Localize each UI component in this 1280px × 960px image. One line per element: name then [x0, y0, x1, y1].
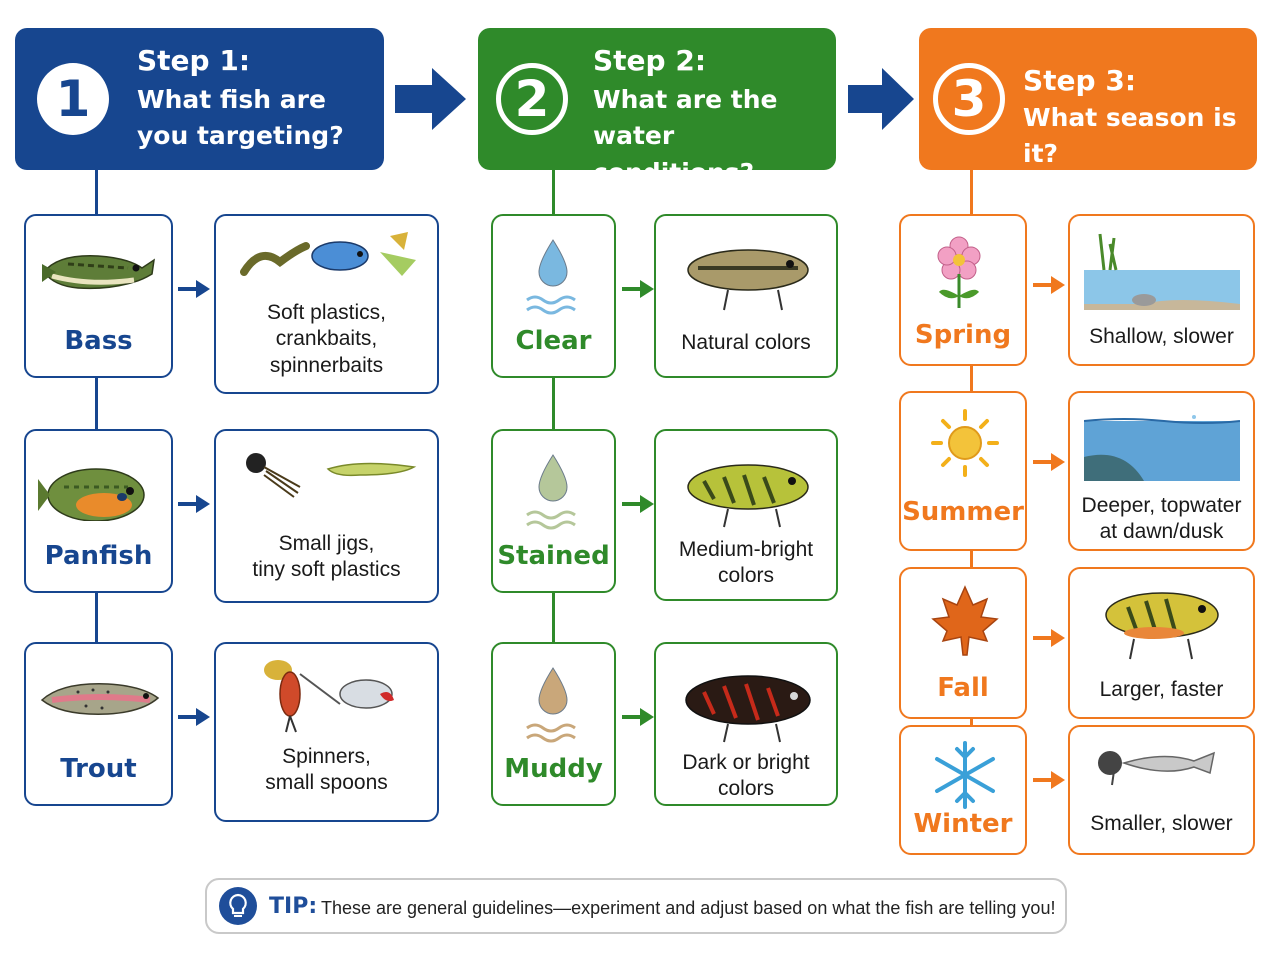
right-arrow-icon: [176, 706, 212, 728]
step-question: What are the water conditions?: [593, 85, 778, 187]
flower-icon: [929, 230, 1001, 310]
deep-water-icon: [1084, 407, 1240, 489]
fish-label: Trout: [60, 754, 137, 784]
fish-label: Bass: [64, 326, 133, 356]
right-arrow-icon: [1031, 451, 1067, 473]
color-recommendation-card: [654, 642, 838, 806]
season-card-spring: [899, 214, 1027, 366]
step3-header: [919, 28, 1257, 170]
sun-icon: [929, 407, 1001, 487]
season-label: Spring: [914, 320, 1012, 350]
maple-leaf-icon: [929, 583, 1001, 663]
step-number-badge: 1: [37, 63, 109, 135]
lure-recommendation-text: Spinners, small spoons: [265, 745, 388, 795]
snowflake-icon: [929, 739, 1001, 819]
season-label: Winter: [913, 809, 1013, 839]
lure-recommendation-card: [214, 642, 439, 822]
bluegill-icon: [38, 457, 162, 521]
step1-to-step2-arrow: [395, 68, 466, 130]
technique-recommendation-text: Smaller, slower: [1090, 812, 1233, 835]
step-title: Step 2:: [593, 44, 707, 77]
perch-crankbait-icon: [1084, 583, 1240, 665]
right-arrow-icon: [620, 493, 656, 515]
lightbulb-icon: [219, 887, 257, 925]
small-jig-swimbait-icon: [1084, 737, 1240, 819]
rainbow-trout-icon: [38, 670, 162, 734]
dark-crankbait-icon: [668, 668, 824, 746]
color-recommendation-text: Dark or bright colors: [682, 751, 810, 801]
tip-banner: [205, 878, 1067, 934]
water-card-muddy: [491, 642, 616, 806]
color-recommendation-text: Natural colors: [681, 331, 811, 354]
technique-recommendation-card: [1068, 214, 1255, 366]
step2-to-step3-arrow: [848, 68, 914, 130]
water-card-stained: [491, 429, 616, 593]
worm-crankbait-spinnerbait-icon: [240, 226, 420, 310]
technique-recommendation-card: [1068, 725, 1255, 855]
right-arrow-icon: [1031, 274, 1067, 296]
season-label: Summer: [902, 497, 1024, 527]
water-label: Muddy: [504, 754, 603, 784]
technique-recommendation-text: Shallow, slower: [1089, 325, 1234, 348]
step2-header: [478, 28, 836, 187]
technique-recommendation-text: Deeper, topwater at dawn/dusk: [1081, 494, 1242, 544]
clear-water-drop-icon: [523, 238, 587, 318]
lure-recommendation-card: [214, 214, 439, 394]
lure-recommendation-text: Soft plastics, crankbaits, spinnerbaits: [266, 301, 387, 377]
right-arrow-icon: [1031, 769, 1067, 791]
right-arrow-icon: [176, 278, 212, 300]
step-title: Step 1:: [137, 44, 251, 77]
step-question: What fish are you targeting?: [137, 85, 344, 151]
water-label: Stained: [497, 541, 610, 571]
tip-text: These are general guidelines—experiment and adjust based on what the fish are telling you!: [321, 898, 1056, 918]
shallow-shoreline-icon: [1084, 230, 1240, 312]
fish-label: Panfish: [44, 541, 153, 571]
color-recommendation-text: Medium-bright colors: [678, 538, 814, 588]
fish-card-trout: [24, 642, 173, 806]
technique-recommendation-card: [1068, 567, 1255, 719]
stained-water-drop-icon: [523, 453, 587, 533]
step-question: What season is it?: [1023, 103, 1237, 169]
right-arrow-icon: [620, 706, 656, 728]
right-arrow-icon: [1031, 627, 1067, 649]
right-arrow-icon: [176, 493, 212, 515]
season-label: Fall: [937, 673, 989, 703]
season-card-winter: [899, 725, 1027, 855]
jig-and-grub-icon: [240, 441, 420, 525]
lure-recommendation-card: [214, 429, 439, 603]
color-recommendation-card: [654, 214, 838, 378]
step-title: Step 3:: [1023, 64, 1137, 97]
largemouth-bass-icon: [38, 242, 162, 306]
fish-card-panfish: [24, 429, 173, 593]
step-number-badge: 2: [496, 63, 568, 135]
water-card-clear: [491, 214, 616, 378]
chartreuse-crankbait-icon: [668, 455, 824, 533]
technique-recommendation-card: [1068, 391, 1255, 551]
season-card-summer: [899, 391, 1027, 551]
lure-recommendation-text: Small jigs, tiny soft plastics: [252, 532, 401, 582]
fish-card-bass: [24, 214, 173, 378]
step1-header: [15, 28, 384, 170]
season-card-fall: [899, 567, 1027, 719]
right-arrow-icon: [620, 278, 656, 300]
step-number-badge: 3: [933, 63, 1005, 135]
spinner-and-spoon-icon: [240, 654, 420, 738]
water-label: Clear: [515, 326, 592, 356]
color-recommendation-card: [654, 429, 838, 601]
natural-crankbait-icon: [668, 240, 824, 318]
tip-label: TIP:: [269, 894, 318, 919]
technique-recommendation-text: Larger, faster: [1099, 678, 1224, 701]
muddy-water-drop-icon: [523, 666, 587, 746]
